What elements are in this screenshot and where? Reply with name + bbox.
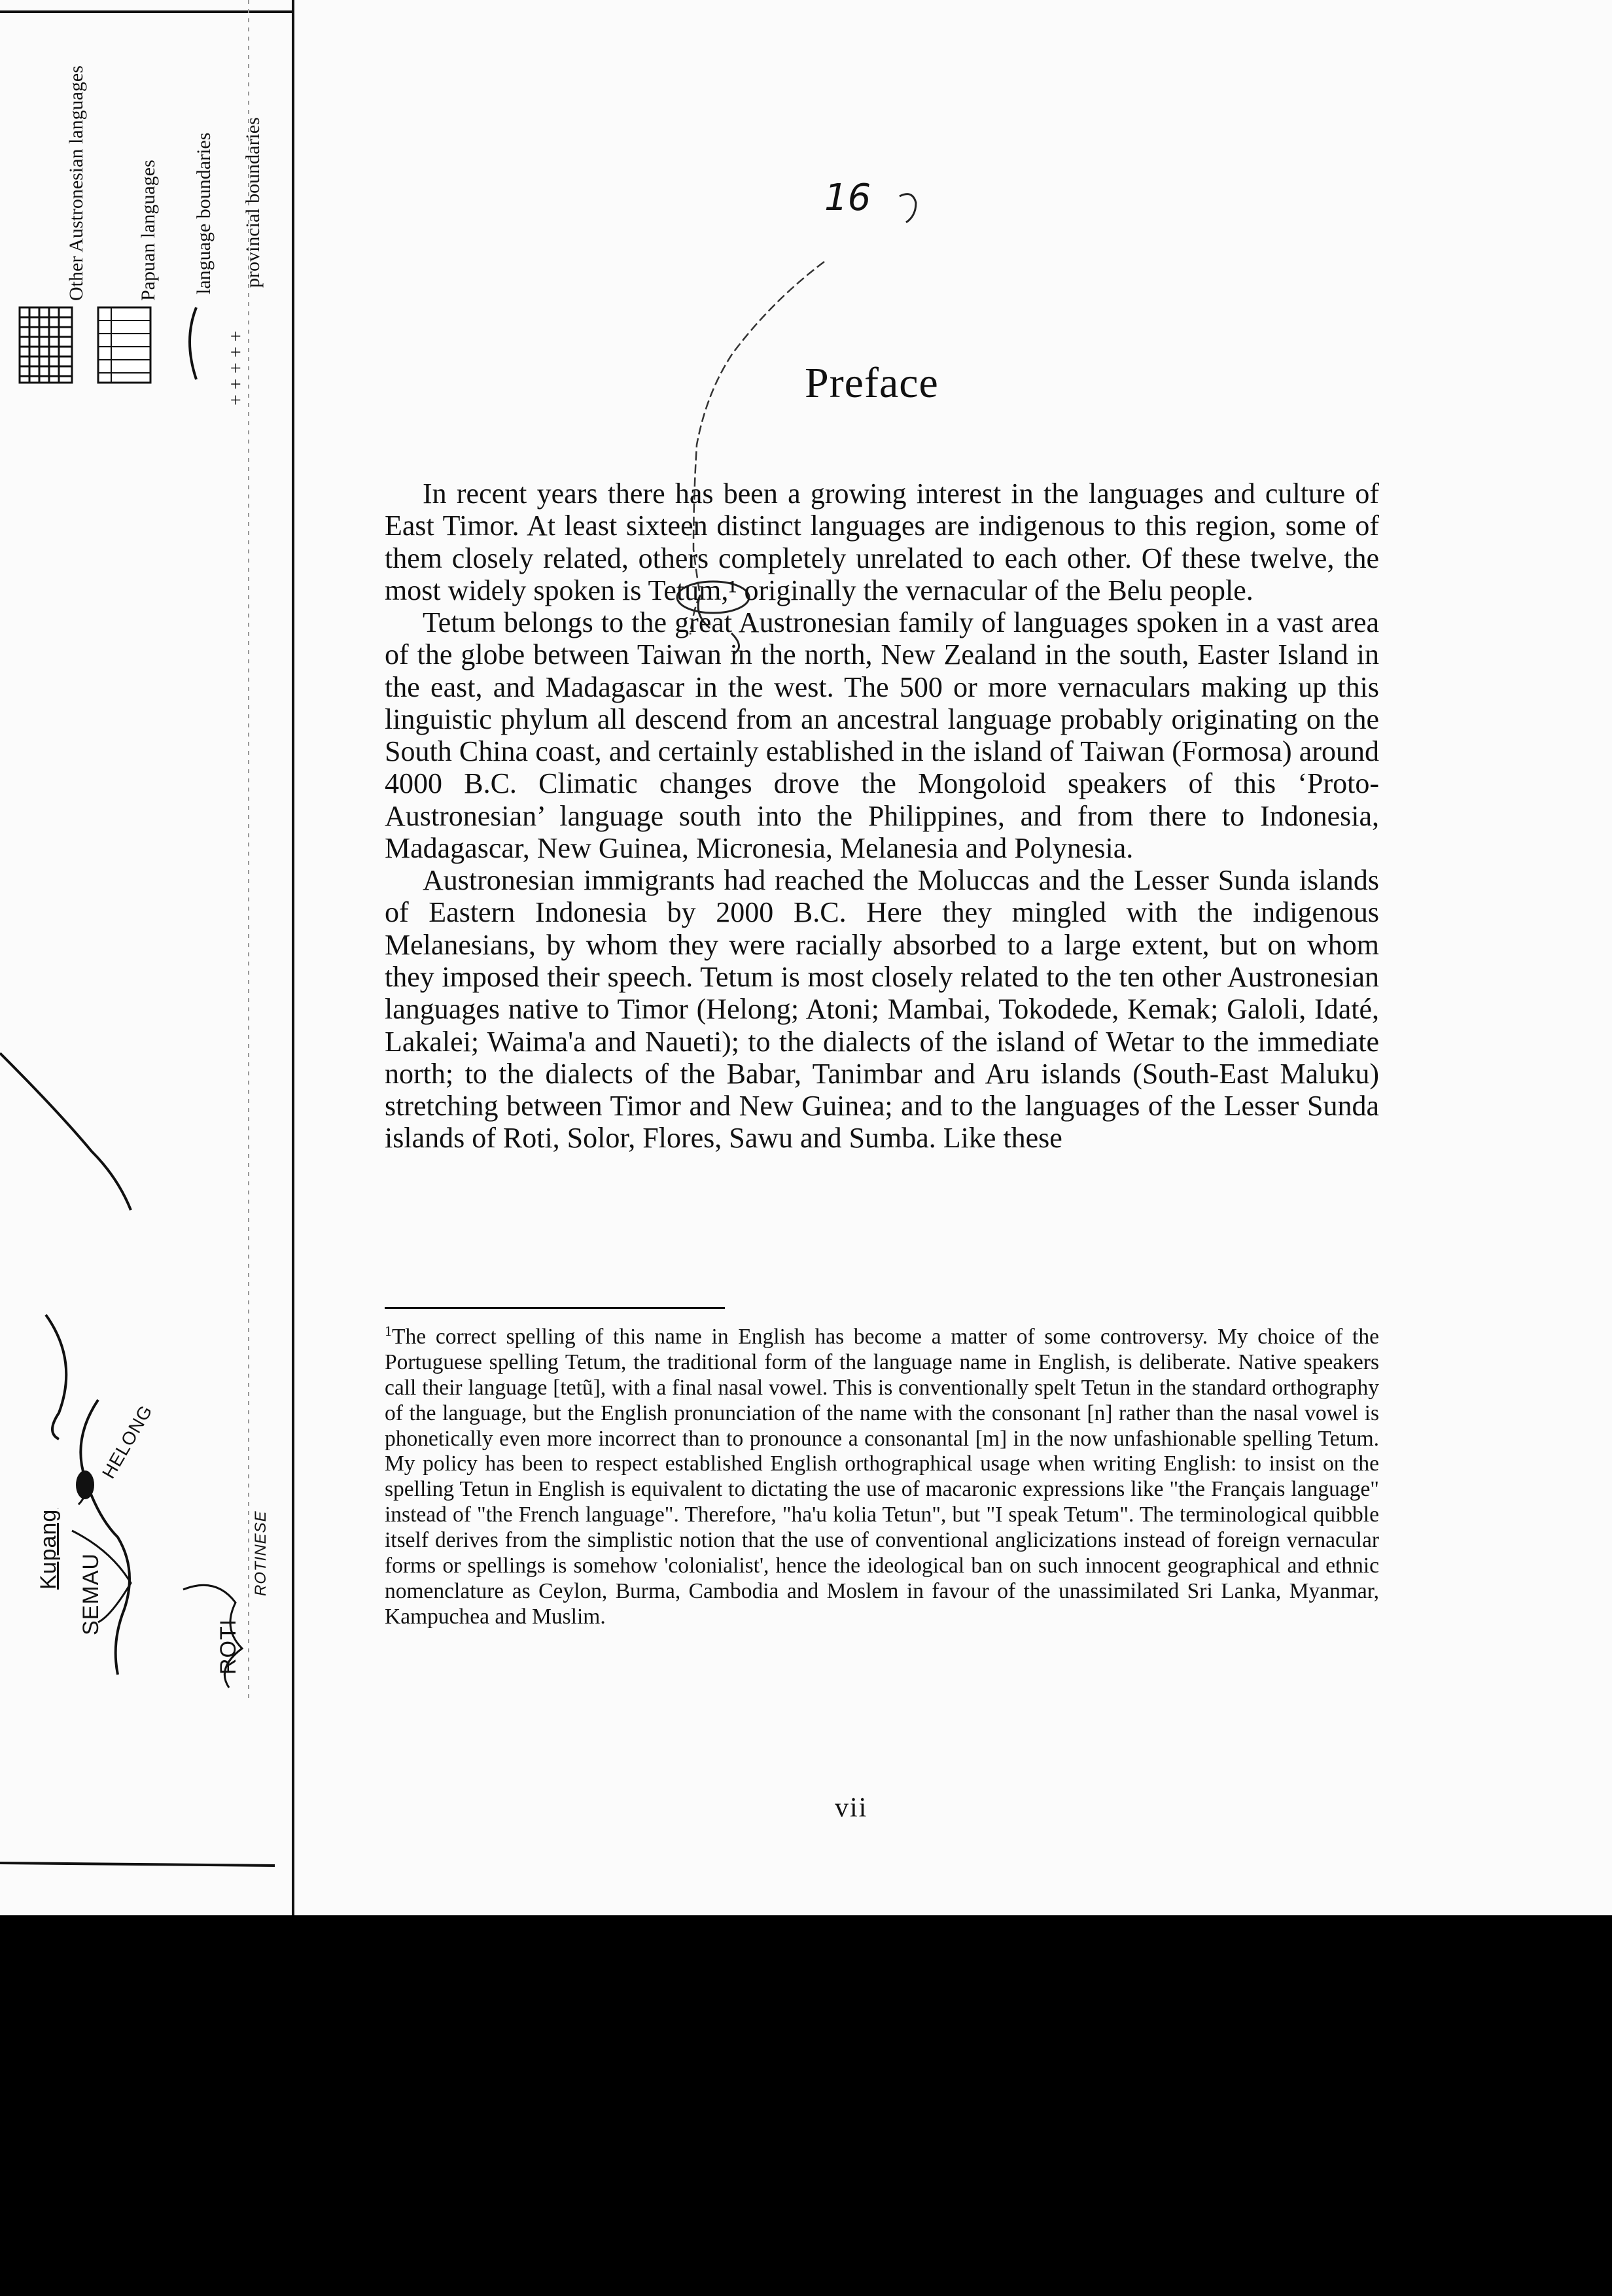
footnote-marker: 1	[385, 1323, 392, 1339]
legend-label-text: Other Austronesian languages	[65, 65, 87, 301]
map-label-text: Kupang	[36, 1508, 61, 1590]
handwritten-note-text: 16	[824, 177, 871, 219]
map-label-semau	[79, 1553, 104, 1635]
legend-papuan	[137, 160, 160, 301]
footnote-divider	[385, 1307, 725, 1309]
legend-label-text: language boundaries	[193, 132, 215, 294]
map-label-roti	[216, 1619, 241, 1675]
page-title: Preface	[805, 359, 939, 407]
map-label-text: HELONG	[98, 1401, 156, 1482]
legend-label-text: Papuan languages	[137, 160, 159, 301]
map-margin-strip	[0, 0, 294, 1915]
footnote-text: The correct spelling of this name in English has become a matter of some controversy. My choice of the Portuguese spelling Tetum, the traditional form of the language name in English, is deliberate. Native speakers call their language [tetũ], with a final nasal vowel. This is conventionally spelt Tetun in the standard orthography of the language, but the English pronunciation of the name with the consonant [n] rather than the nasal vowel is phonetically even more incorrect than to pronounce a consonantal [m] in the now unfashionable spelling Tetum. My policy has been to respect established English orthographical usage when writing English: to insist on the spelling Tetun in English is equivalent to dictating the use of macaronic expressions like "the Français language" instead of "the French language". Therefore, "ha'u kolia Tetun", but "I speak Tetum". The terminological quibble itself derives from the simplistic notion that the use of conventional anglicizations instead of foreign vernacular forms or spellings is somehow 'colonialist', hence the ideological ban on such innocent geographical and ethnic nomenclature as Ceylon, Burma, Cambodia and Moslem in favour of the unassimilated Sri Lanka, Myanmar, Kampuchea and Muslim.	[385, 1325, 1379, 1629]
legend-label-text: provincial boundaries	[242, 117, 264, 288]
map-label-text: SEMAU	[79, 1553, 103, 1635]
preface-body	[385, 478, 1379, 1155]
paragraph: Tetum belongs to the great Austronesian family of languages spoken in a vast area of the globe between Taiwan in the north, New Zealand in the south, Easter Island in the east, and Madagascar in the west. The 500 or more vernaculars making up this linguistic phylum all descend from an ancestral language probably originating on the South China coast, and certainly established in the island of Taiwan (Formosa) around 4000 B.C. Climatic changes drove the Mongoloid speakers of this ‘Proto-Austronesian’ language south into the Philippines, and from there to Indonesia, Madagascar, New Guinea, Micronesia, Melanesia and Polynesia.	[385, 606, 1379, 864]
svg-text:+ + + + +: + + + + +	[225, 330, 247, 406]
legend-other-austronesian	[65, 65, 88, 301]
map-label-kupang	[36, 1509, 61, 1590]
handwritten-page-note	[824, 177, 871, 219]
page-number: vii	[835, 1793, 868, 1823]
map-label-text: ROTI	[216, 1618, 241, 1675]
footnote	[385, 1323, 1379, 1629]
legend-provincial-boundaries	[242, 117, 264, 288]
map-label-text: ROTINESE	[252, 1510, 270, 1596]
paragraph: In recent years there has been a growing interest in the languages and culture of East Timor. At least sixteen distinct languages are indigenous to this region, some of them closely related, others completely unrelated to each other. Of these twelve, the most widely spoken is Tetum,¹ originally the vernacular of the Belu people.	[385, 478, 1379, 606]
paragraph: Austronesian immigrants had reached the Moluccas and the Lesser Sunda islands of Eastern Indonesia by 2000 B.C. Here they mingled with the indigenous Melanesians, by whom they were racially absorbed to a large extent, but on whom they imposed their speech. Tetum is most closely related to the ten other Austronesian languages native to Timor (Helong; Atoni; Mambai, Tokodede, Kemak; Galoli, Idaté, Lakalei; Waima'a and Naueti); to the dialects of the island of Wetar to the immediate north; to the dialects of the Babar, Tanimbar and Aru islands (South-East Maluku) stretching between Timor and New Guinea; and to the languages of the Lesser Sunda islands of Roti, Solor, Flores, Sawu and Sumba. Like these	[385, 864, 1379, 1155]
legend-language-boundaries	[193, 133, 215, 294]
map-label-rotinese	[252, 1510, 270, 1596]
